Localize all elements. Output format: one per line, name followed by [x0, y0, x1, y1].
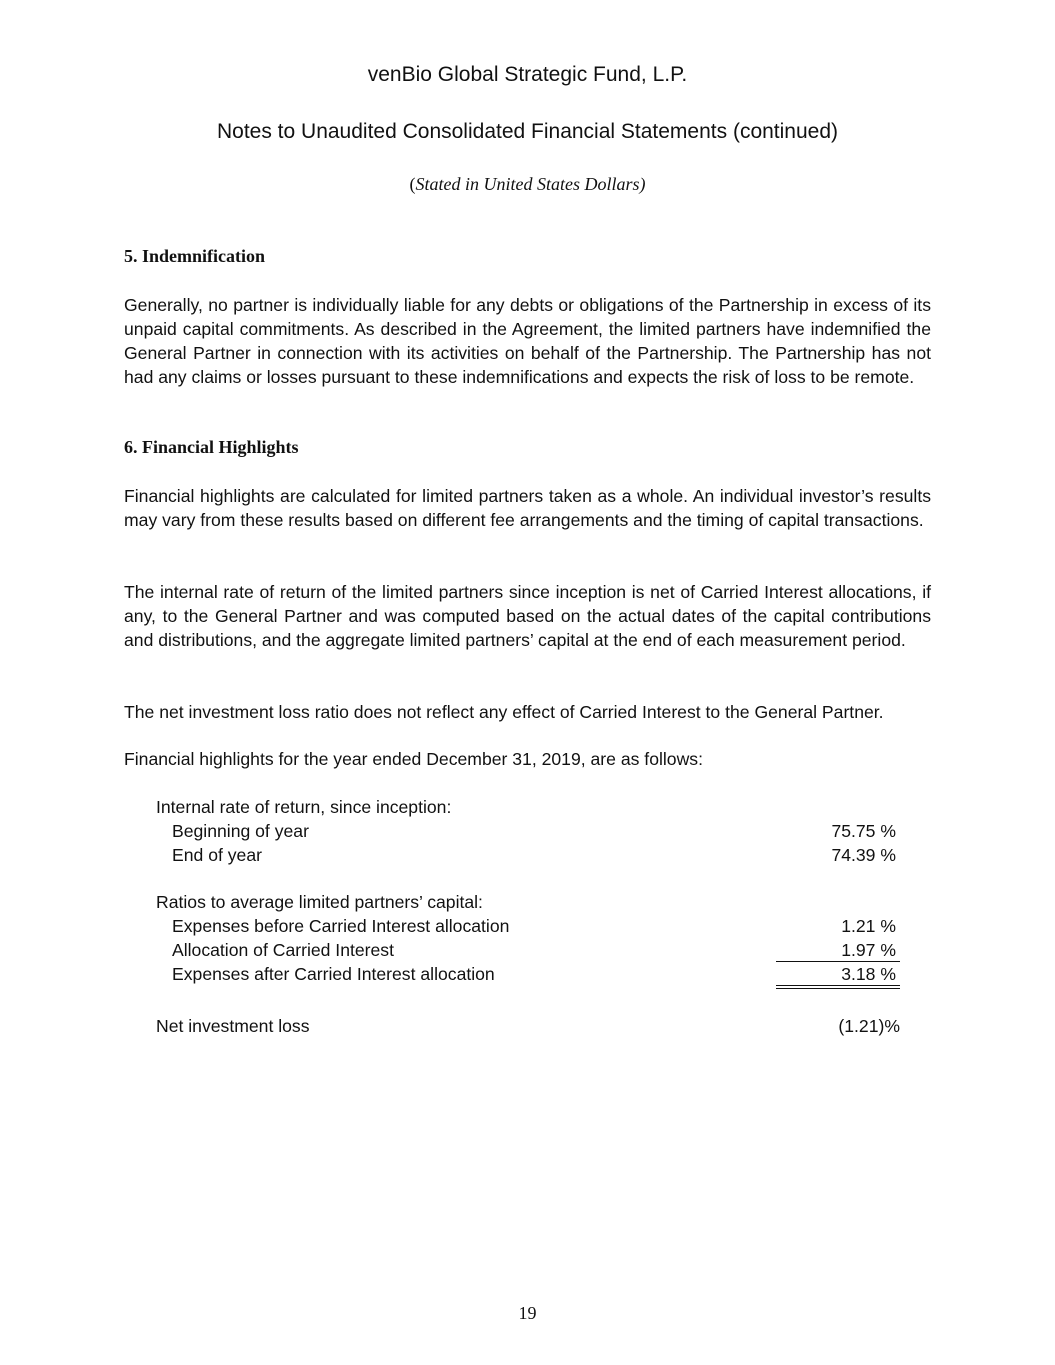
section-6-paragraph-4: Financial highlights for the year ended December 31, 2019, are as follows: — [124, 749, 703, 769]
section-5-heading: 5. Indemnification — [124, 246, 266, 266]
currency-note-text: Stated in United States Dollars) — [415, 174, 646, 194]
total-double-rule-bottom — [776, 988, 900, 989]
carried-interest-value: 1.97 % — [841, 940, 896, 960]
net-investment-loss-label: Net investment loss — [156, 1016, 310, 1036]
irr-beginning-value: 75.75 % — [831, 821, 896, 841]
currency-note — [0, 174, 1055, 195]
total-double-rule-top — [776, 985, 900, 986]
fund-name: venBio Global Strategic Fund, L.P. — [367, 63, 688, 86]
carried-interest-label: Allocation of Carried Interest — [172, 940, 394, 960]
section-6-paragraph-3: The net investment loss ratio does not reflect any effect of Carried Interest to the General Partner. — [124, 702, 884, 722]
expenses-after-value: 3.18 % — [841, 964, 896, 984]
currency-note-open-paren: ( — [409, 174, 416, 194]
net-investment-loss-value: (1.21)% — [838, 1016, 900, 1036]
expenses-before-value: 1.21 % — [841, 916, 896, 936]
irr-beginning-label: Beginning of year — [172, 821, 309, 841]
expenses-after-label: Expenses after Carried Interest allocation — [172, 964, 495, 984]
document-title: Notes to Unaudited Consolidated Financial Statements (continued) — [216, 120, 839, 143]
page-number: 19 — [518, 1303, 537, 1323]
irr-end-label: End of year — [172, 845, 262, 865]
section-6-paragraph-2: The internal rate of return of the limited partners since inception is net of Carried Interest allocations, if any, to the General Partner and was computed based on the actual dates of the capital contributions and distributions, and the aggregate limited partners’ capital at the end of each measurement period. — [124, 582, 931, 650]
irr-end-value: 74.39 % — [831, 845, 896, 865]
section-6-heading: 6. Financial Highlights — [124, 437, 299, 457]
section-6-paragraph-1: Financial highlights are calculated for limited partners taken as a whole. An individual investor’s results may vary from these results based on different fee arrangements and the timing of capital transactions. — [124, 486, 931, 530]
expenses-before-label: Expenses before Carried Interest allocation — [172, 916, 510, 936]
irr-heading: Internal rate of return, since inception: — [156, 797, 452, 817]
ratios-heading: Ratios to average limited partners’ capital: — [156, 892, 483, 912]
section-5-body: Generally, no partner is individually liable for any debts or obligations of the Partnership in excess of its unpaid capital commitments. As described in the Agreement, the limited partners have indemnified the General Partner in connection with its activities on behalf of the Partnership. The Partnership has not had any claims or losses pursuant to these indemnifications and expects the risk of loss to be remote. — [124, 295, 931, 387]
